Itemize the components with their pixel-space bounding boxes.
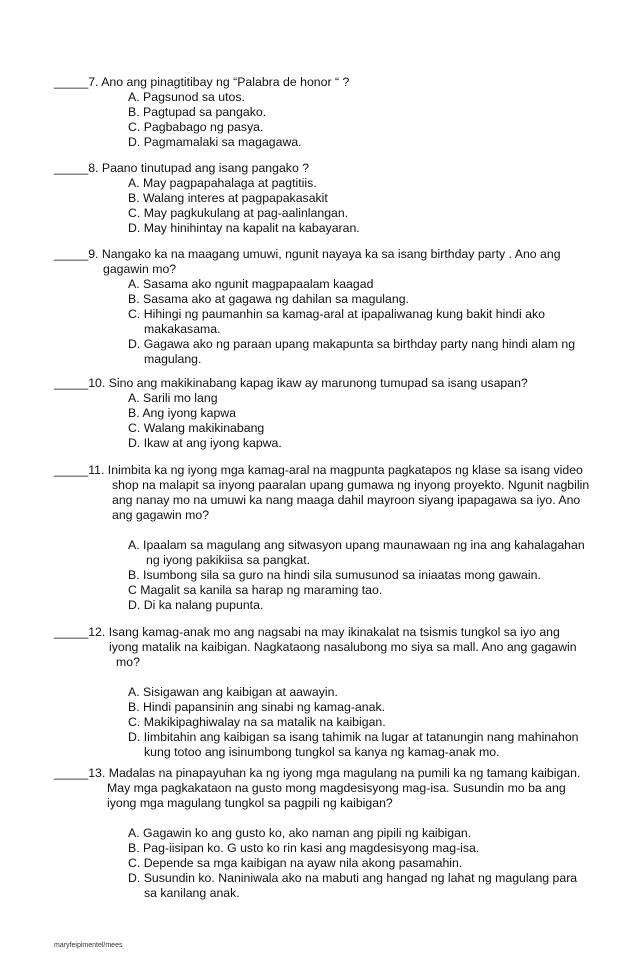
question-13-option-d-cont: sa kanilang anak. [144, 886, 240, 900]
question-9 [54, 247, 610, 367]
question-9-option-d-cont: magulang. [144, 352, 202, 366]
question-11-option-c: C Magalit sa kanila sa harap ng maraming tao. [128, 583, 383, 597]
question-11-option-a: A. Ipaalam sa magulang ang sitwasyon upang maunawaan ng ina ang kahalagahan [128, 538, 585, 552]
question-12-option-d: D. Iimbitahin ang kaibigan sa isang tahimik na lugar at tatanungin nang mahinahon [128, 730, 579, 744]
question-11-option-b: B. Isumbong sila sa guro na hindi sila sumusunod sa iniaatas mong gawain. [128, 568, 541, 582]
question-11-stem-line-1: shop na malapit sa inyong paaralan upang gumawa ng inyong proyekto. Ngunit nagbilin [112, 478, 590, 492]
question-11-stem-line-2: ang nanay mo na umuwi ka nang maaga dahil mayroon siyang ipapagawa sa iyo. Ano [112, 493, 581, 507]
question-7-option-a: A. Pagsunod sa utos. [128, 90, 245, 104]
question-8-option-c: C. May pagkukulang at pag-aalinlangan. [128, 206, 349, 220]
question-7-option-c: C. Pagbabago ng pasya. [128, 120, 264, 134]
question-13-stem-line-1: May mga pagkakataon na gusto mong magdesisyong mag-isa. Susundin mo ba ang [107, 781, 566, 795]
question-9-option-d: D. Gagawa ako ng paraan upang makapunta sa birthday party nang hindi alam ng [128, 337, 576, 351]
question-10-option-d: D. Ikaw at ang iyong kapwa. [128, 436, 282, 450]
question-13-option-d: D. Susundin ko. Naniniwala ako na mabuti ang hangad ng lahat ng magulang para [128, 871, 578, 885]
question-13-stem-line-2: iyong mga magulang tungkol sa pagpili ng kaibigan? [107, 796, 393, 810]
question-9-option-c: C. Hihingi ng paumanhin sa kamag-aral at ipapaliwanag kung bakit hindi ako [128, 307, 545, 321]
question-7-stem: _____7. Ano ang pinagtitibay ng “Palabra de honor “ ? [54, 75, 350, 89]
question-8 [54, 161, 610, 236]
question-12-option-a: A. Sisigawan ang kaibigan at aawayin. [128, 685, 338, 699]
question-13-option-c: C. Depende sa mga kaibigan na ayaw nila akong pasamahin. [128, 856, 463, 870]
question-11 [54, 463, 610, 613]
question-9-option-a: A. Sasama ako ngunit magpapaalam kaagad [128, 277, 374, 291]
question-12-stem-line-1: iyong matalik na kaibigan. Nagkataong nasalubong mo siya sa mall. Ano ang gagawin [109, 640, 577, 654]
question-11-option-a-cont: ng iyong pakikiisa sa pangkat. [146, 553, 311, 567]
question-10-option-b: B. Ang iyong kapwa [128, 406, 237, 420]
question-8-stem: _____8. Paano tinutupad ang isang pangako ? [54, 161, 310, 175]
question-11-stem: _____11. Inimbita ka ng iyong mga kamag-aral na magpunta pagkatapos ng klase sa isang video [54, 463, 583, 477]
question-8-option-b: B. Walang interes at pagpapakasakit [128, 191, 328, 205]
question-12-option-b: B. Hindi papansinin ang sinabi ng kamag-anak. [128, 700, 386, 714]
footer-credit: maryfeipimentel/mees [54, 942, 123, 949]
question-13-stem: _____13. Madalas na pinapayuhan ka ng iyong mga magulang na pumili ka ng tamang kaibigan. [54, 766, 581, 780]
question-12-option-c: C. Makikipaghiwalay na sa matalik na kaibigan. [128, 715, 386, 729]
question-8-option-d: D. May hinihintay na kapalit na kabayaran. [128, 221, 360, 235]
question-10-option-c: C. Walang makikinabang [128, 421, 265, 435]
question-13-option-a: A. Gagawin ko ang gusto ko, ako naman ang pipili ng kaibigan. [128, 826, 472, 840]
question-7-option-b: B. Pagtupad sa pangako. [128, 105, 267, 119]
question-12-option-d-cont: kung totoo ang isinumbong tungkol sa kanya ng kamag-anak mo. [144, 745, 500, 759]
question-9-stem-cont: gagawin mo? [103, 262, 177, 276]
question-12-stem-line-2: mo? [116, 655, 140, 669]
question-12-stem: _____12. Isang kamag-anak mo ang nagsabi na may ikinakalat na tsismis tungkol sa iyo ang [54, 625, 560, 639]
question-7 [54, 75, 610, 150]
question-10-option-a: A. Sarili mo lang [128, 391, 218, 405]
question-7-option-d: D. Pagmamalaki sa magagawa. [128, 135, 302, 149]
question-9-option-b: B. Sasama ako at gagawa ng dahilan sa magulang. [128, 292, 409, 306]
question-13-option-b: B. Pag-iisipan ko. G usto ko rin kasi ang magdesisyong mag-isa. [128, 841, 480, 855]
question-10-stem: _____10. Sino ang makikinabang kapag ikaw ay marunong tumupad sa isang usapan? [54, 376, 528, 390]
question-9-stem: _____9. Nangako ka na maagang umuwi, ngunit nayaya ka sa isang birthday party . Ano ang [54, 247, 561, 261]
question-10 [54, 376, 610, 451]
question-13 [54, 766, 610, 901]
question-11-stem-line-3: ang gagawin mo? [112, 508, 210, 522]
question-8-option-a: A. May pagpapahalaga at pagtitiis. [128, 176, 317, 190]
question-11-option-d: D. Di ka nalang pupunta. [128, 598, 264, 612]
question-12 [54, 625, 610, 760]
question-9-option-c-cont: makakasama. [144, 322, 221, 336]
